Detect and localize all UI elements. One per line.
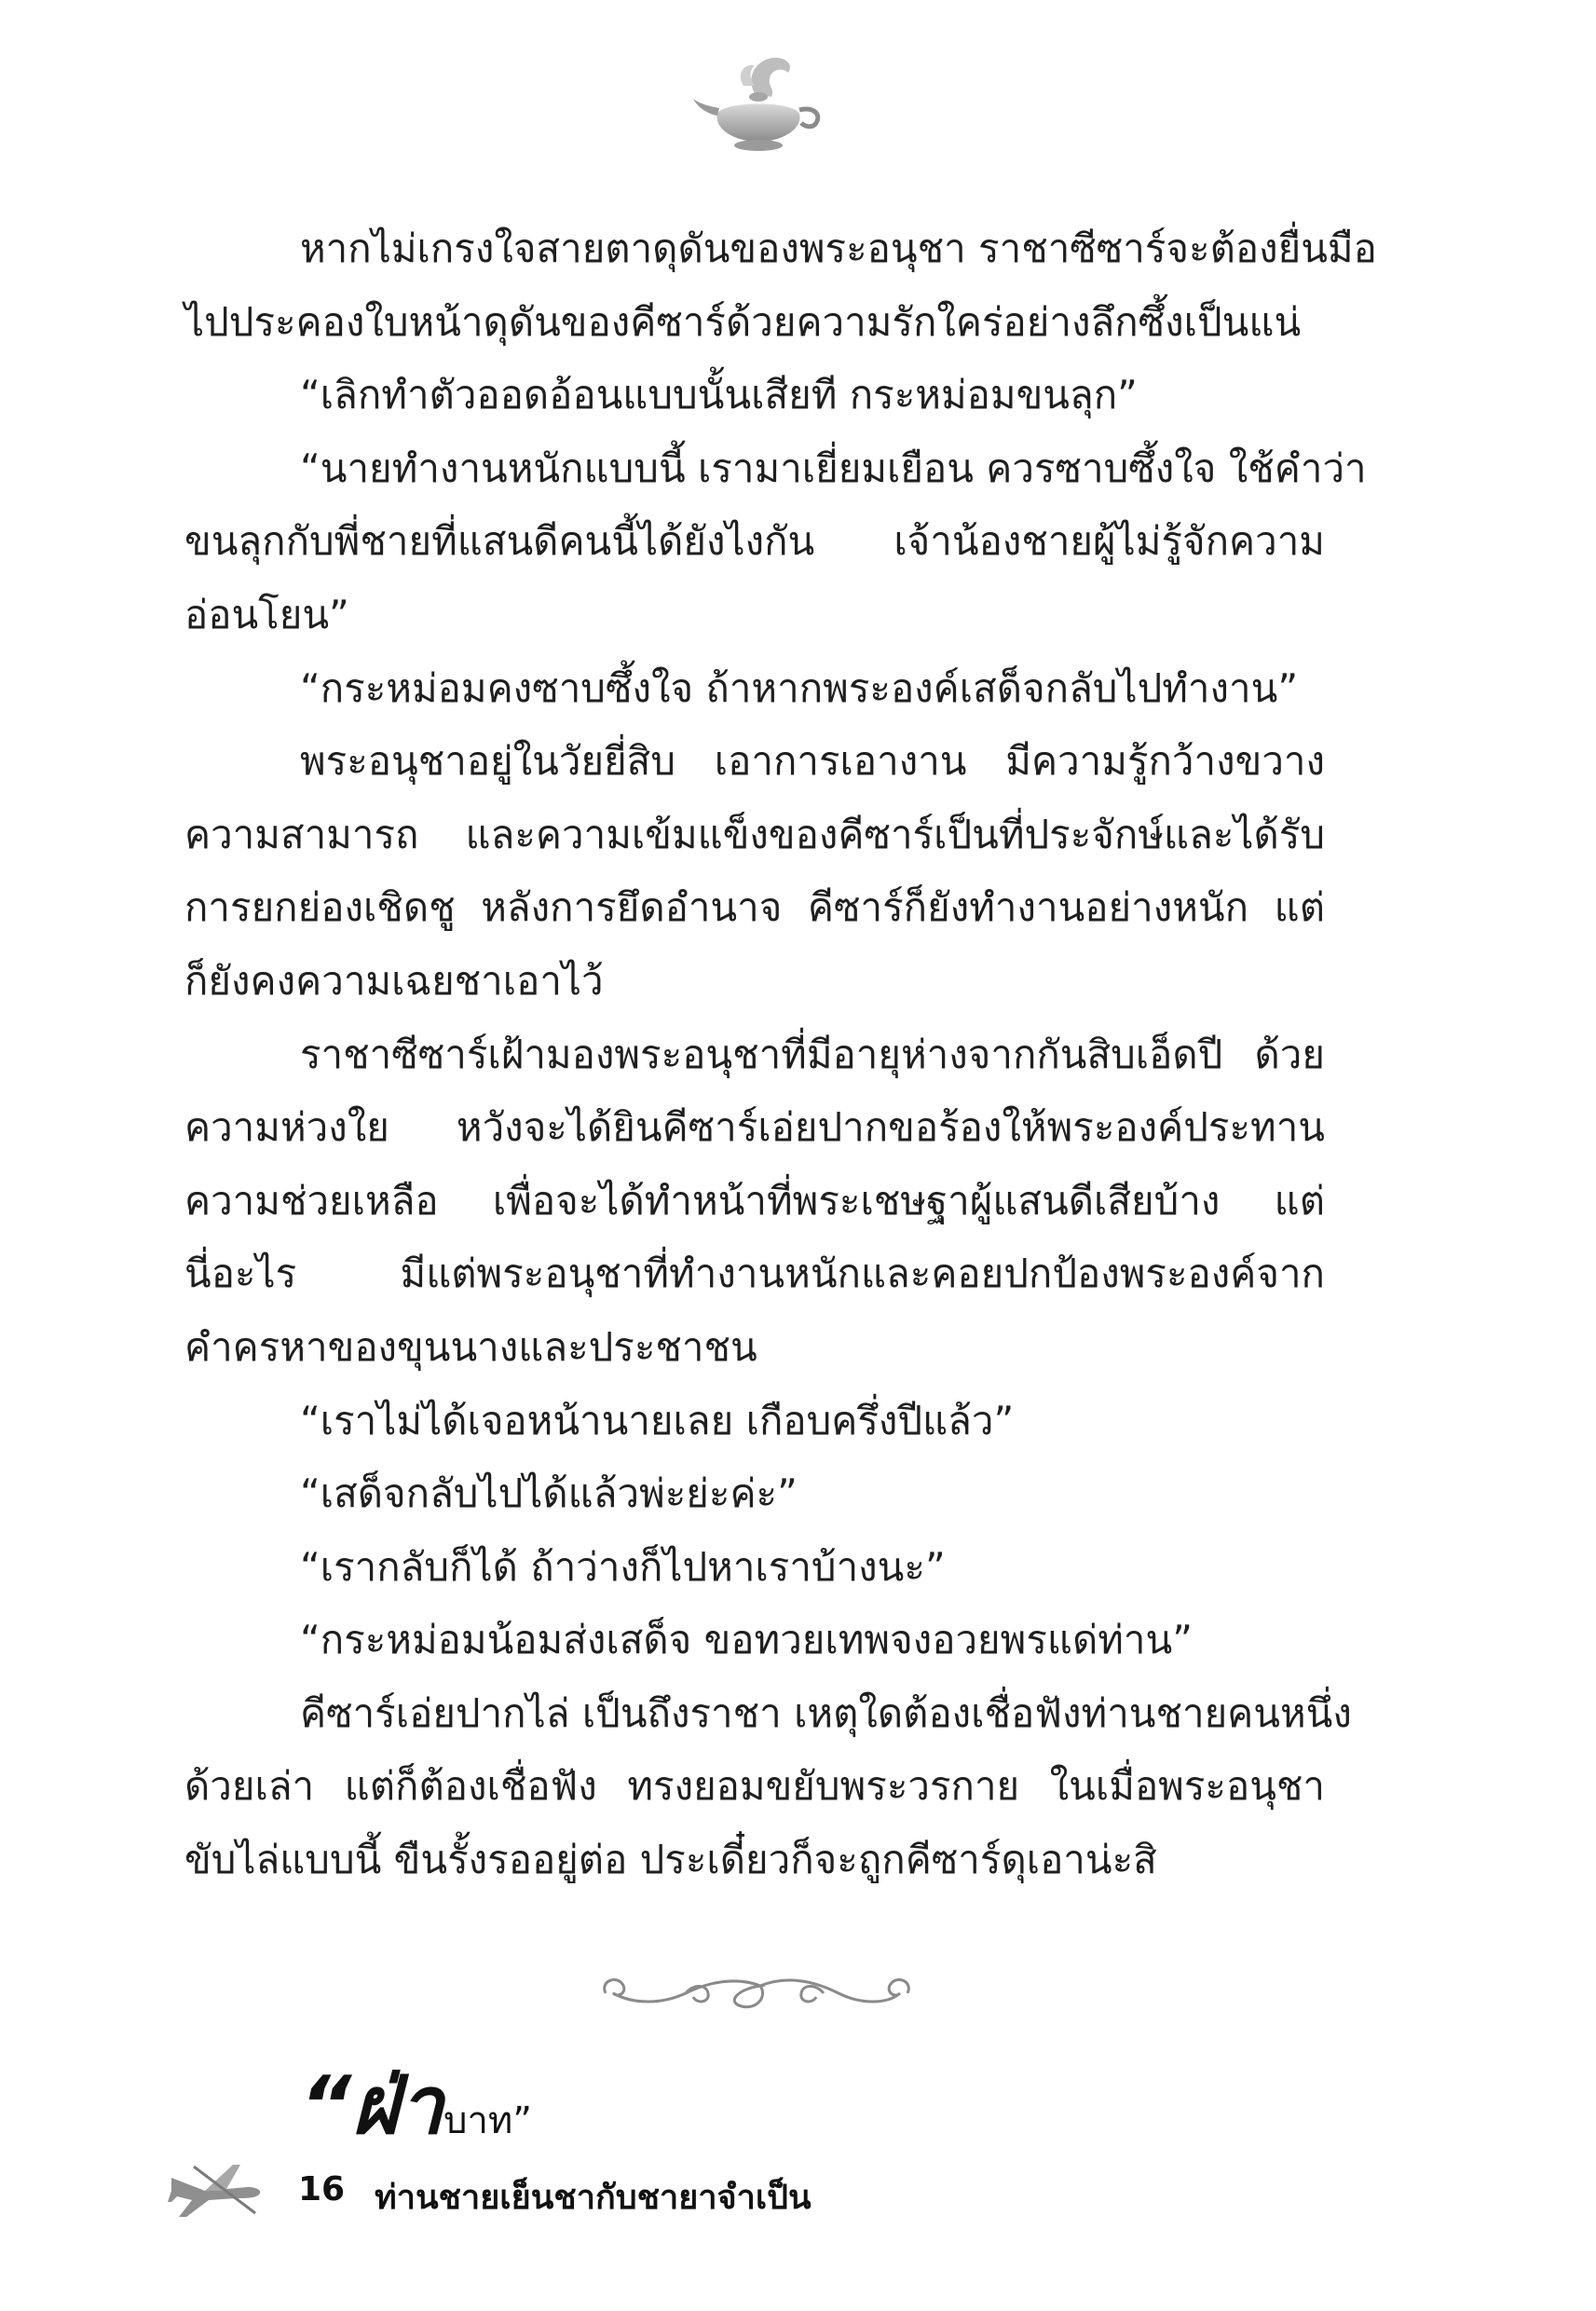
text-line: ความช่วยเหลือ เพื่อจะได้ทำหน้าที่พระเชษฐาผู้แสนดีเสียบ้าง แต่ (184, 1177, 1325, 1224)
text-line: ขนลุกกับพี่ชายที่แสนดีคนนี้ได้ยังไงกัน เจ้าน้องชายผู้ไม่รู้จักความ (184, 518, 1325, 565)
text-line: “กระหม่อมน้อมส่งเสด็จ ขอทวยเทพจงอวยพรแด่ท่าน” (300, 1617, 1193, 1663)
page-footer (168, 2157, 1006, 2232)
text-line: “เรากลับก็ได้ ถ้าว่างก็ไปหาเราบ้างนะ” (300, 1543, 946, 1590)
text-line: นี่อะไร มีแต่พระอนุชาที่ทำงานหนักและคอยปกป้องพระองค์จาก (184, 1251, 1325, 1297)
text-line: หากไม่เกรงใจสายตาดุดันของพระอนุชา ราชาซีซาร์จะต้องยื่นมือ (300, 226, 1377, 271)
text-line: ไปประคองใบหน้าดุดันของคีซาร์ด้วยความรักใคร่อย่างลึกซึ้งเป็นแน่ (184, 298, 1302, 345)
text-line: ขับไล่แบบนี้ ขืนรั้งรออยู่ต่อ ประเดี๋ยวก็จะถูกคีซาร์ดุเอาน่ะสิ (184, 1837, 1157, 1883)
heading-main: ฝ่า (351, 2059, 444, 2153)
section-heading (300, 2041, 532, 2168)
text-line: อ่อนโยน” (184, 591, 349, 637)
page-number: 16 (298, 2170, 346, 2208)
swirl-divider-icon (596, 1962, 913, 2017)
text-line: ก็ยังคงความเฉยชาเอาไว้ (184, 957, 604, 1004)
airplane-icon (168, 2159, 266, 2224)
text-line: ความห่วงใย หวังจะได้ยินคีซาร์เอ่ยปากขอร้องให้พระองค์ประทาน (184, 1104, 1325, 1151)
heading-suffix: บาท (443, 2099, 513, 2142)
heading-open-quote: “ (300, 2059, 352, 2153)
text-line: พระอนุชาอยู่ในวัยยี่สิบ เอาการเอางาน มีความรู้กว้างขวาง (300, 738, 1325, 785)
text-line: “เสด็จกลับไปได้แล้วพ่ะย่ะค่ะ” (300, 1470, 798, 1517)
text-line: ด้วยเล่า แต่ก็ต้องเชื่อฟัง ทรงยอมขยับพระวรกาย ในเมื่อพระอนุชา (184, 1763, 1325, 1810)
text-line: “นายทำงานหนักแบบนี้ เรามาเยี่ยมเยือน ควรซาบซึ้งใจ ใช้คำว่า (300, 444, 1367, 491)
text-line: “เลิกทำตัวออดอ้อนแบบนั้นเสียที กระหม่อมขนลุก” (300, 372, 1138, 418)
book-title: ท่านชายเย็นชากับชายาจำเป็น (375, 2179, 812, 2217)
text-line: ความสามารถ และความเข้มแข็งของคีซาร์เป็นที่ประจักษ์และได้รับ (184, 811, 1325, 857)
text-line: “กระหม่อมคงซาบซึ้งใจ ถ้าหากพระองค์เสด็จกลับไปทำงาน” (300, 664, 1299, 711)
text-line: ราชาซีซาร์เฝ้ามองพระอนุชาที่มีอายุห่างจากกันสิบเอ็ดปี ด้วย (300, 1031, 1325, 1077)
heading-close-quote: ” (512, 2099, 533, 2142)
text-line: การยกย่องเชิดชู หลังการยึดอำนาจ คีซาร์ก็ยังทำงานอย่างหนัก แต่ (184, 884, 1325, 931)
lamp-ornament-icon (689, 48, 829, 160)
text-line: คำครหาของขุนนางและประชาชน (184, 1323, 757, 1370)
body-text (184, 212, 1377, 1897)
text-line: “เราไม่ได้เจอหน้านายเลย เกือบครึ่งปีแล้ว” (300, 1397, 1015, 1443)
text-line: คีซาร์เอ่ยปากไล่ เป็นถึงราชา เหตุใดต้องเชื่อฟังท่านชายคนหนึ่ง (300, 1689, 1352, 1736)
